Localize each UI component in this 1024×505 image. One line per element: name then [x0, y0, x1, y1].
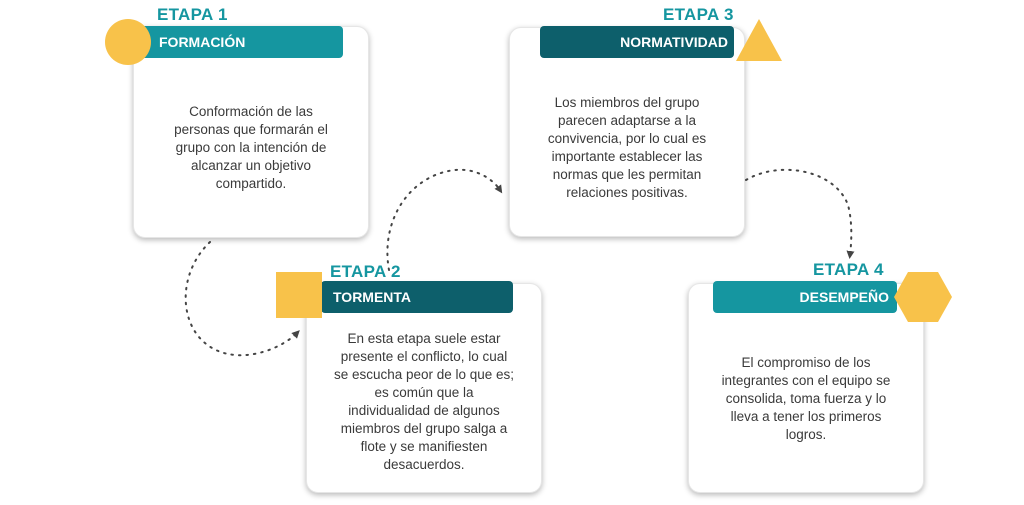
stage-4-title: DESEMPEÑO	[799, 289, 889, 305]
stage-3-label: ETAPA 3	[663, 5, 734, 24]
hexagon-icon	[894, 272, 952, 322]
triangle-icon	[736, 19, 782, 61]
connector-2-to-3	[387, 170, 500, 270]
stage-1-description: Conformación de las personas que formarán el grupo con la intención de alcanzar un objetivo compartido.	[174, 104, 328, 191]
stage-3-title: NORMATIVIDAD	[620, 34, 728, 50]
stage-3-title-bar	[540, 26, 734, 58]
stage-2-description: En esta etapa suele estar presente el conflicto, lo cual se escucha peor de lo que es; es común que la individualidad de algunos miembros del grupo salga a flote y se manifiesten desacuerdos.	[333, 331, 515, 472]
stage-1-label: ETAPA 1	[157, 5, 228, 24]
stage-4-description: El compromiso de los integrantes con el equipo se consolida, toma fuerza y lo lleva a tener los primeros logros.	[721, 355, 891, 442]
stage-2-card	[306, 283, 542, 493]
connector-3-to-4	[746, 170, 851, 255]
stage-2-title-bar	[321, 281, 513, 313]
stage-2-label: ETAPA 2	[330, 262, 401, 281]
stage-3-card	[509, 27, 745, 237]
stage-4-label: ETAPA 4	[813, 260, 884, 279]
circle-icon	[104, 18, 152, 66]
square-icon	[276, 272, 322, 318]
stage-2-title: TORMENTA	[333, 289, 412, 305]
stage-3-description: Los miembros del grupo parecen adaptarse a la convivencia, por lo cual es importante establecer las normas que les permitan relaciones positivas.	[547, 95, 707, 200]
stage-1-title: FORMACIÓN	[159, 34, 246, 50]
stage-1-title-bar	[125, 26, 343, 58]
stage-4-card	[688, 283, 924, 493]
stage-4-title-bar	[713, 281, 897, 313]
